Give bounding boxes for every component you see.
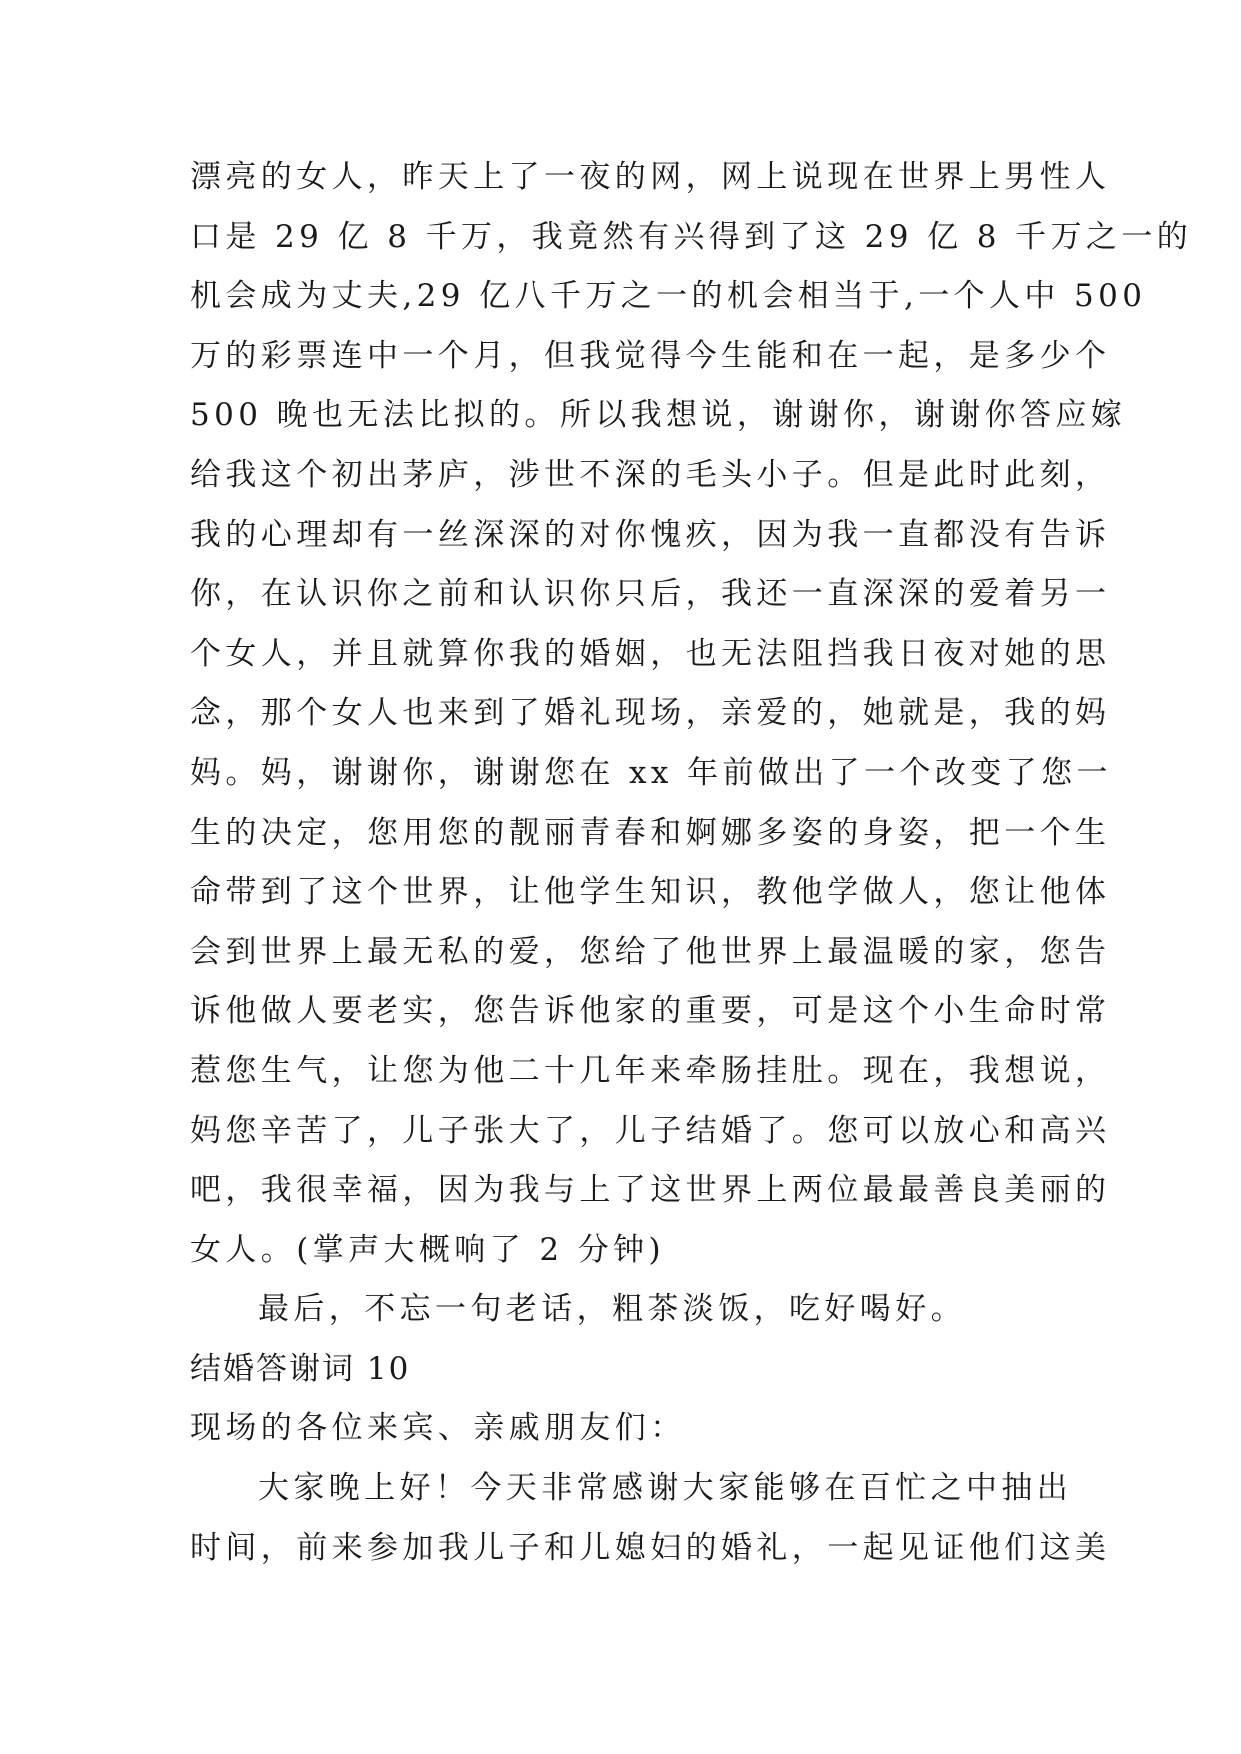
document-body [190, 148, 1193, 1578]
text-line: 500 晚也无法比拟的。所以我想说，谢谢你，谢谢你答应嫁 [190, 397, 1127, 434]
text-line: 我的心理却有一丝深深的对你愧疚，因为我一直都没有告诉 [190, 516, 1111, 553]
text-line: 漂亮的女人，昨天上了一夜的网，网上说现在世界上男性人 [190, 159, 1111, 195]
paragraph-line-indented: 大家晚上好！今天非常感谢大家能够在百忙之中抽出 [258, 1470, 1073, 1507]
salutation-line: 现场的各位来宾、亲戚朋友们： [190, 1410, 686, 1447]
text-line: 惹您生气，让您为他二十几年来牵肠挂肚。现在，我想说， [190, 1052, 1111, 1089]
text-line: 妈您辛苦了，儿子张大了，儿子结婚了。您可以放心和高兴 [190, 1112, 1111, 1149]
text-line: 妈。妈，谢谢你，谢谢您在 xx 年前做出了一个改变了您一 [190, 754, 1112, 791]
text-line: 生的决定，您用您的靓丽青春和婀娜多姿的身姿，把一个生 [190, 814, 1111, 851]
text-line: 诉他做人要老实，您告诉他家的重要，可是这个小生命时常 [190, 993, 1111, 1030]
text-line: 女人。(掌声大概响了 2 分钟) [190, 1231, 666, 1268]
text-line: 你，在认识你之前和认识你只后，我还一直深深的爱着另一 [190, 576, 1111, 613]
text-line: 命带到了这个世界，让他学生知识，教他学做人，您让他体 [190, 874, 1111, 911]
text-line: 口是 29 亿 8 千万，我竟然有兴得到了这 29 亿 8 千万之一的 [190, 218, 1193, 255]
section-heading: 结婚答谢词 10 [190, 1350, 411, 1387]
text-line: 万的彩票连中一个月，但我觉得今生能和在一起，是多少个 [190, 337, 1111, 374]
text-line: 时间，前来参加我儿子和儿媳妇的婚礼，一起见证他们这美 [190, 1529, 1111, 1566]
text-line: 会到世界上最无私的爱，您给了他世界上最温暖的家，您告 [190, 933, 1111, 970]
text-line: 念，那个女人也来到了婚礼现场，亲爱的，她就是，我的妈 [190, 695, 1111, 732]
paragraph-line-indented: 最后，不忘一句老话，粗茶淡饭，吃好喝好。 [258, 1291, 966, 1328]
text-line: 机会成为丈夫,29 亿八千万之一的机会相当于,一个人中 500 [190, 278, 1147, 315]
text-line: 吧，我很幸福，因为我与上了这世界上两位最最善良美丽的 [190, 1172, 1111, 1209]
text-line: 给我这个初出茅庐，涉世不深的毛头小子。但是此时此刻， [190, 456, 1111, 493]
text-line: 个女人，并且就算你我的婚姻，也无法阻挡我日夜对她的思 [190, 635, 1111, 672]
